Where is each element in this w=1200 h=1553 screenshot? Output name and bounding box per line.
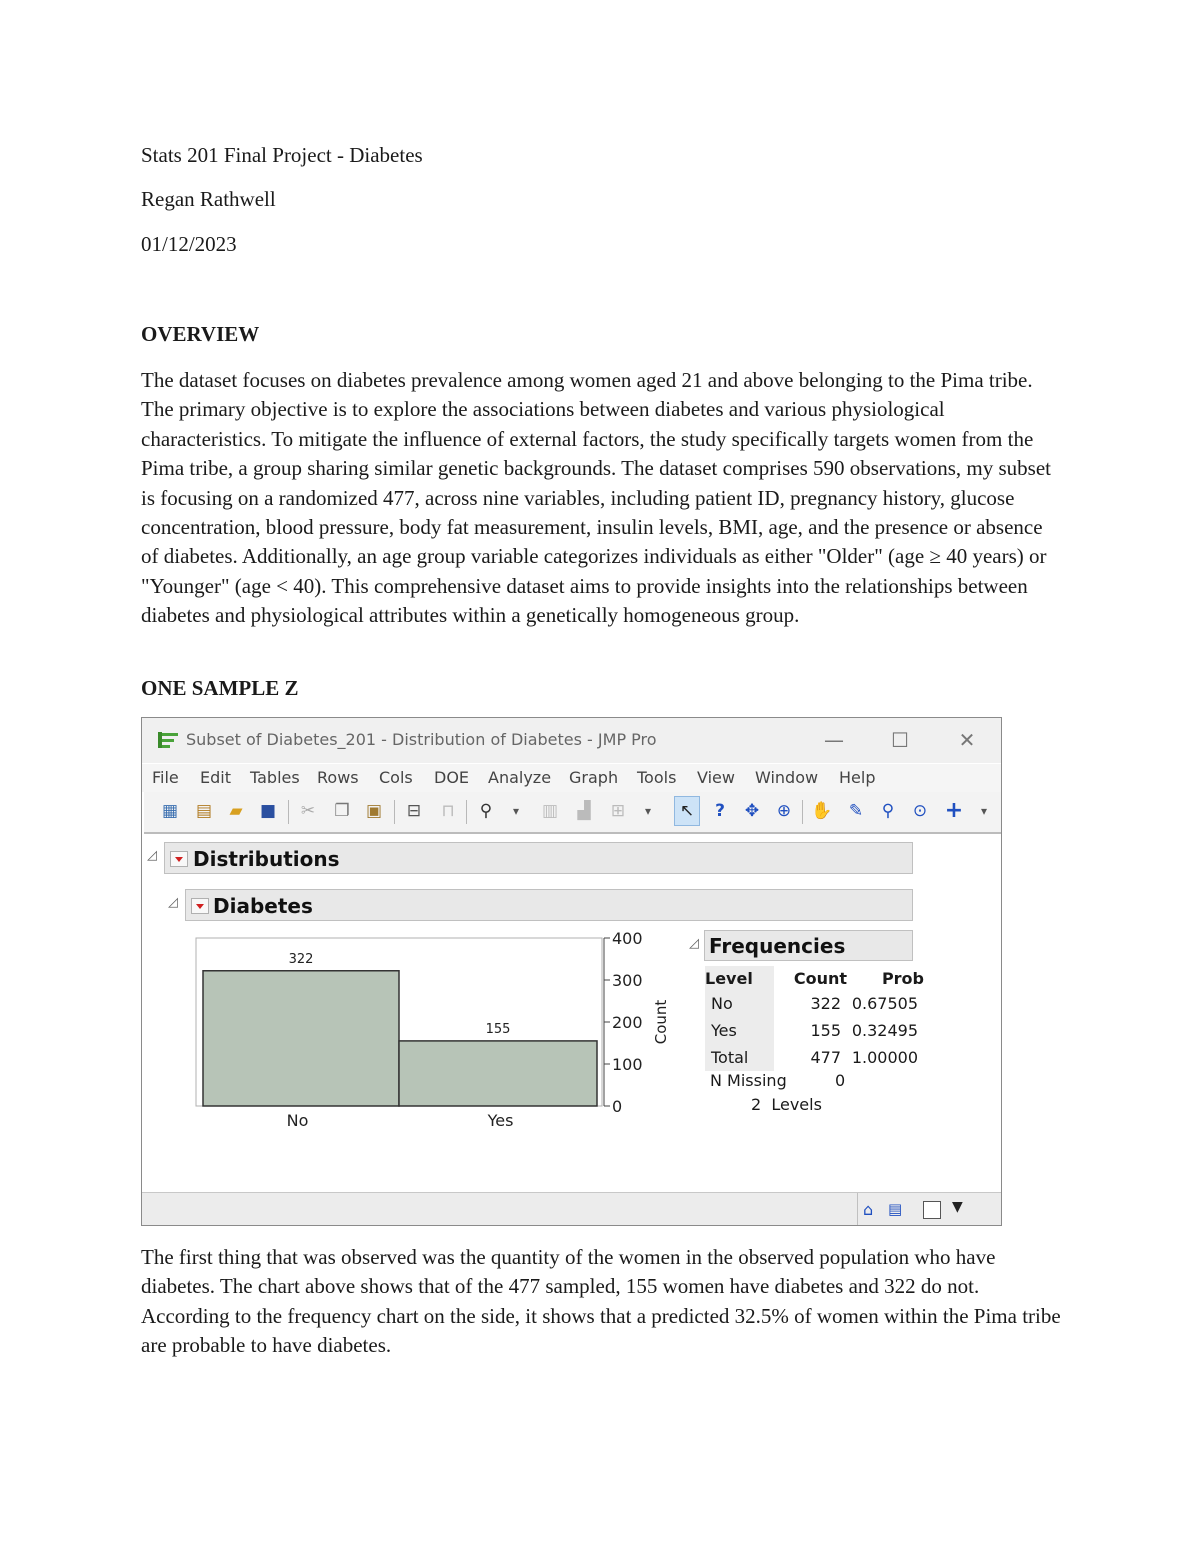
jmp-app-icon [156, 730, 180, 750]
table-row [705, 1044, 924, 1071]
help-icon[interactable]: ? [715, 801, 725, 821]
toolbar-overflow-icon[interactable]: ▾ [512, 804, 520, 818]
chevron-down-icon[interactable]: ▼ [952, 1199, 963, 1215]
menu-doe[interactable]: DOE [434, 768, 470, 787]
lock-icon[interactable]: ⊓ [441, 801, 455, 821]
lasso-icon[interactable]: ⚲ [881, 801, 895, 821]
disclosure-icon[interactable]: ◿ [147, 848, 157, 863]
new-table-icon[interactable]: ▦ [161, 801, 179, 821]
toolbar-overflow-icon[interactable]: ▾ [980, 804, 988, 818]
bar [399, 1041, 597, 1106]
menu-rows[interactable]: Rows [317, 768, 359, 787]
menu-cols[interactable]: Cols [379, 768, 413, 787]
data-label: 322 [288, 951, 314, 967]
menu-analyze[interactable]: Analyze [488, 768, 552, 787]
save-icon[interactable]: ■ [259, 801, 277, 821]
distributions-outline-header [164, 842, 913, 874]
doc-author: Regan Rathwell [141, 187, 276, 211]
menu-file[interactable]: File [152, 768, 179, 787]
overview-paragraph: The dataset focuses on diabetes prevalence among women aged 21 and above belonging to the Pima tribe. The primary objective is to explore the associations between diabetes and various physiological characteristics. To mitigate the influence of external factors, the study specifically targets women from the Pima tribe, a group sharing similar genetic backgrounds. The dataset comprises 590 observations, my subset is focusing on a randomized 477, across nine variables, including patient ID, pregnancy history, glucose concentration, blood pressure, body fat measurement, insulin levels, BMI, age, and the presence or absence of diabetes. Additionally, an age group variable categorizes individuals as either "Older" (age ≥ 40 years) or "Younger" (age < 40). This comprehensive dataset aims to provide insights into the relationships between diabetes and physiological attributes within a genetically homogeneous group. [141, 368, 1052, 628]
diabetes-title: Diabetes [213, 894, 313, 918]
col-header-level: Level [705, 966, 774, 990]
table-row [705, 990, 924, 1017]
disclosure-icon[interactable]: ◿ [168, 895, 178, 910]
frequencies-table [705, 966, 924, 1071]
status-bar [142, 1192, 1001, 1226]
menu-view[interactable]: View [697, 768, 735, 787]
y-axis-label: Count [652, 999, 670, 1045]
new-script-icon[interactable]: ▤ [195, 801, 213, 821]
distributions-title: Distributions [193, 847, 340, 871]
col-header-count: Count [793, 968, 847, 988]
data-table-icon[interactable]: ▤ [888, 1200, 903, 1218]
y-tick-label: 100 [612, 1055, 643, 1074]
doc-title: Stats 201 Final Project - Diabetes [141, 143, 423, 167]
target-icon[interactable]: ⊕ [776, 801, 792, 821]
jmp-window-screenshot [141, 717, 1002, 1226]
levels-count: 2 Levels [751, 1095, 822, 1114]
n-missing-value: 0 [835, 1071, 846, 1090]
window-title: Subset of Diabetes_201 - Distribution of Diabetes - JMP Pro [186, 730, 657, 749]
findings-paragraph: The first thing that was observed was the quantity of the women in the observed population who have diabetes. The chart above shows that of the 477 sampled, 155 women have diabetes and 322 do not. According to the frequency chart on the side, it shows that a predicted 32.5% of women within the Pima tribe are probable to have diabetes. [141, 1245, 1061, 1358]
open-folder-icon[interactable]: ▰ [229, 801, 243, 821]
prob-cell: 0.32495 [851, 1021, 918, 1040]
search-icon[interactable]: ⚲ [479, 801, 493, 821]
y-tick-label: 200 [612, 1013, 643, 1032]
x-tick-label: No [286, 1111, 309, 1130]
disclosure-icon[interactable]: ◿ [689, 936, 699, 951]
menu-window[interactable]: Window [755, 768, 819, 787]
checkbox-toggle[interactable] [923, 1201, 941, 1219]
paste-icon[interactable]: ▣ [365, 801, 383, 821]
add-icon[interactable]: + [944, 798, 964, 823]
toolbar [144, 792, 1001, 834]
diabetes-bar-chart [182, 928, 682, 1138]
frequencies-title: Frequencies [709, 934, 846, 958]
doc-date: 01/12/2023 [141, 232, 237, 256]
x-tick-label: Yes [487, 1111, 514, 1130]
minimize-button[interactable]: — [824, 728, 844, 752]
brush-icon[interactable]: ✎ [848, 801, 864, 821]
y-tick-label: 400 [612, 929, 643, 948]
table-row [705, 1017, 924, 1044]
col-header-prob: Prob [881, 968, 924, 988]
maximize-button[interactable]: ☐ [891, 728, 909, 752]
level-cell: No [705, 990, 774, 1017]
n-missing-label: N Missing [710, 1071, 787, 1090]
window-titlebar [142, 718, 1001, 763]
red-triangle-menu-icon[interactable] [191, 898, 209, 914]
one-sample-z-heading: ONE SAMPLE Z [141, 676, 299, 700]
menu-edit[interactable]: Edit [200, 768, 231, 787]
level-cell: Total [705, 1044, 774, 1071]
level-cell: Yes [705, 1017, 774, 1044]
count-cell: 155 [810, 1021, 841, 1040]
diabetes-outline-header [185, 889, 913, 921]
copy-icon[interactable]: ❐ [334, 801, 350, 821]
red-triangle-menu-icon[interactable] [170, 851, 188, 867]
count-cell: 322 [810, 994, 841, 1013]
zoom-icon[interactable]: ⊙ [912, 801, 928, 821]
chart-builder-icon[interactable]: ▟ [577, 801, 591, 821]
close-button[interactable]: ✕ [958, 728, 976, 752]
menu-help[interactable]: Help [839, 768, 876, 787]
data-grid-icon[interactable]: ▥ [541, 801, 559, 821]
table-header-row [705, 966, 924, 990]
hand-icon[interactable]: ✋ [811, 801, 833, 821]
count-cell: 477 [810, 1048, 841, 1067]
bar [203, 971, 399, 1106]
crosshair-icon[interactable]: ✥ [744, 801, 760, 821]
add-column-icon[interactable]: ⊞ [610, 801, 626, 821]
arrow-cursor-icon[interactable]: ↖ [679, 801, 695, 821]
frequencies-outline-header [704, 930, 913, 961]
home-icon[interactable]: ⌂ [863, 1200, 874, 1219]
toolbar-overflow-icon[interactable]: ▾ [644, 804, 652, 818]
menu-tables[interactable]: Tables [250, 768, 300, 787]
menu-graph[interactable]: Graph [569, 768, 619, 787]
data-label: 155 [485, 1021, 511, 1037]
y-tick-label: 300 [612, 971, 643, 990]
journal-icon[interactable]: ⊟ [406, 801, 422, 821]
prob-cell: 0.67505 [851, 994, 918, 1013]
overview-heading: OVERVIEW [141, 322, 260, 346]
menu-tools[interactable]: Tools [637, 768, 677, 787]
prob-cell: 1.00000 [851, 1048, 918, 1067]
cut-icon[interactable]: ✂ [300, 801, 316, 821]
menu-bar [142, 764, 1001, 792]
y-tick-label: 0 [612, 1097, 623, 1116]
